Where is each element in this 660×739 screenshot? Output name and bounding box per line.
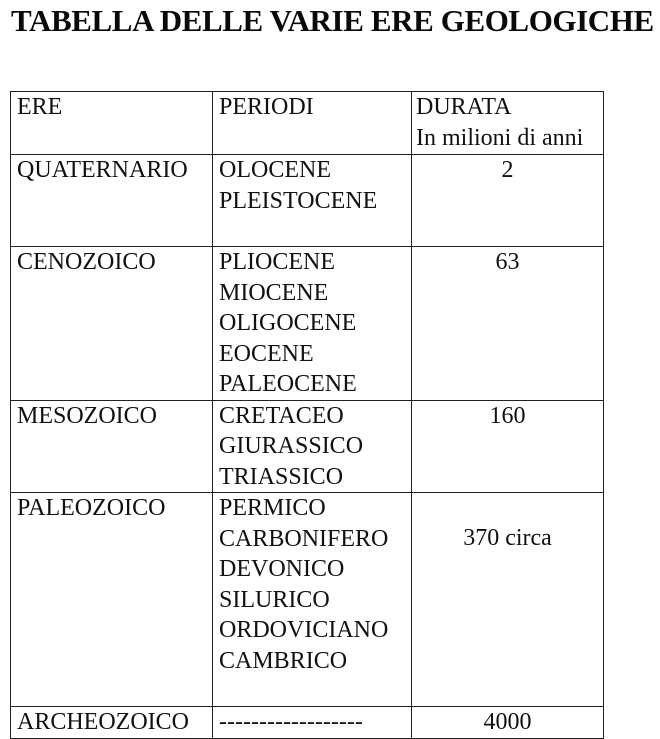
- period-placeholder: ------------------: [219, 709, 363, 735]
- geological-eras-table: [10, 91, 604, 739]
- period-name: CRETACEO: [219, 402, 344, 429]
- duration-value: 370 circa: [463, 525, 552, 551]
- periods-cell: [213, 155, 412, 247]
- period-name: EOCENE: [219, 340, 314, 367]
- header-duration: [412, 92, 604, 155]
- duration-value: 160: [489, 402, 526, 429]
- era-cell: [11, 155, 213, 247]
- era-name: ARCHEOZOICO: [17, 709, 189, 735]
- period-name: TRIASSICO: [219, 463, 344, 490]
- period-name: OLIGOCENE: [219, 310, 357, 336]
- era-name: CENOZOICO: [17, 249, 156, 275]
- periods-cell: [213, 707, 412, 739]
- table-row: [11, 493, 604, 707]
- period-name: GIURASSICO: [219, 433, 364, 459]
- duration-cell: [412, 400, 604, 493]
- period-name: PLEISTOCENE: [219, 187, 378, 214]
- era-cell: [11, 247, 213, 401]
- period-name: MIOCENE: [219, 279, 329, 306]
- table-row: [11, 155, 604, 247]
- era-cell: [11, 493, 213, 707]
- period-name: ORDOVICIANO: [219, 617, 389, 643]
- period-name: DEVONICO: [219, 556, 345, 582]
- era-name: PALEOZOICO: [17, 495, 166, 521]
- table-row: [11, 707, 604, 739]
- period-name: PALEOCENE: [219, 371, 357, 397]
- duration-value: 63: [495, 249, 520, 275]
- duration-cell: [412, 707, 604, 739]
- period-name: CARBONIFERO: [219, 525, 389, 552]
- era-name: QUATERNARIO: [17, 157, 188, 183]
- period-name: CAMBRICO: [219, 647, 348, 674]
- table-row: [11, 400, 604, 493]
- header-periods-label: PERIODI: [219, 94, 314, 120]
- period-name: PLIOCENE: [219, 249, 335, 275]
- period-name: PERMICO: [219, 495, 326, 521]
- periods-cell: [213, 493, 412, 707]
- header-duration-unit: In milioni di anni: [416, 124, 584, 151]
- duration-cell: [412, 247, 604, 401]
- duration-cell: [412, 155, 604, 247]
- duration-value: 4000: [483, 709, 532, 735]
- period-name: SILURICO: [219, 586, 330, 613]
- header-era: [11, 92, 213, 155]
- duration-cell: [412, 493, 604, 707]
- header-periods: [213, 92, 412, 155]
- document-title: TABELLA DELLE VARIE ERE GEOLOGICHE: [11, 3, 654, 38]
- era-cell: [11, 707, 213, 739]
- periods-cell: [213, 247, 412, 401]
- era-cell: [11, 400, 213, 493]
- header-era-label: ERE: [17, 94, 63, 120]
- table-header-row: [11, 92, 604, 155]
- era-name: MESOZOICO: [17, 402, 158, 429]
- header-duration-label: DURATA: [416, 94, 512, 120]
- periods-cell: [213, 400, 412, 493]
- table-row: [11, 247, 604, 401]
- period-name: OLOCENE: [219, 157, 331, 183]
- duration-value: 2: [501, 157, 514, 183]
